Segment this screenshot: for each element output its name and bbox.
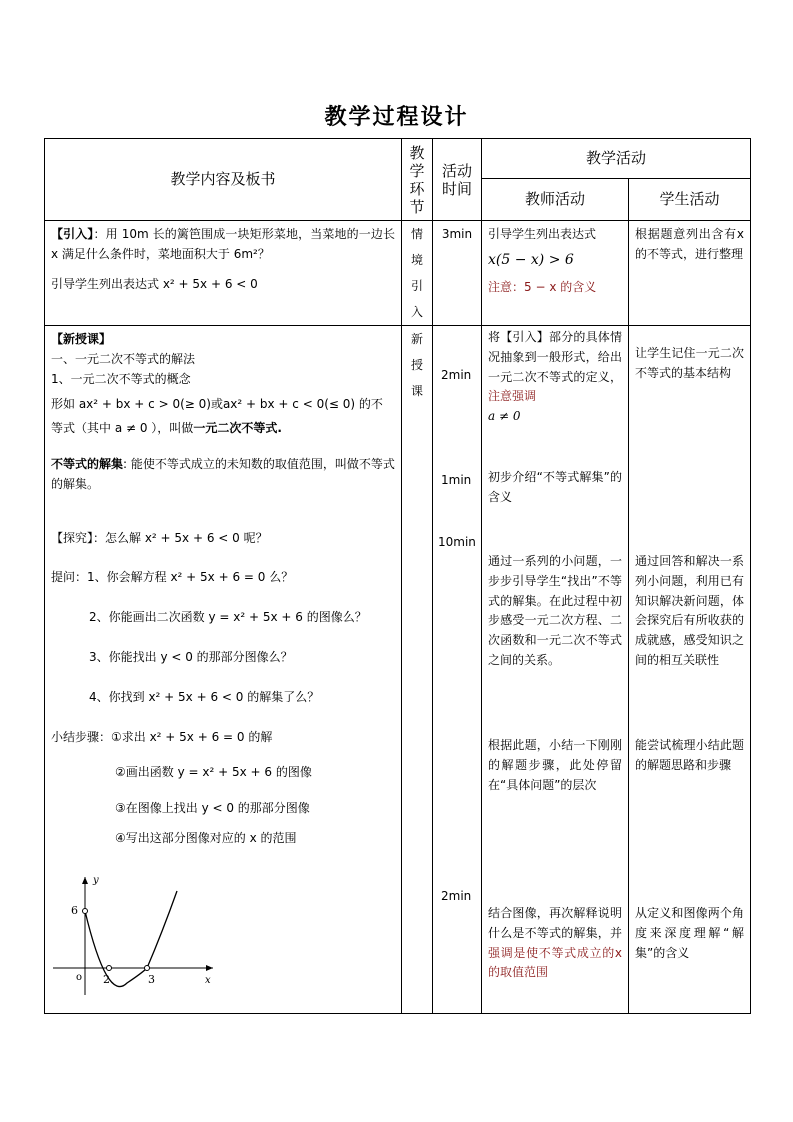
intro-formula-line: 引导学生列出表达式 x² + 5x + 6 < 0 [51,276,258,291]
time-1: 2min [441,368,472,382]
solution-set-term: 不等式的解集 [51,456,124,471]
question-1: 提问：1、你会解方程 x² + 5x + 6 = 0 么？ [51,570,294,585]
definition-line: 形如 ax² + bx + c > 0(≥ 0)或ax² + bx + c < 0(≤ 0) 的不 [51,397,383,412]
new-lesson-content-cell: 【新授课】 一、一元二次不等式的解法 1、一元二次不等式的概念 形如 ax² + bx + c > 0(≥ 0)或ax² + bx + c < 0(≤ 0) 的不 等式（其中 a ≠ 0 ），叫做一元二次不等式. 不等式的解集: 能使不等式成立的未知数的取值范围，叫做不等式的解集。 【探究】：怎么解 x² + 5x + 6 < 0 呢？ 提问：1、你会解方程 x² + 5x + 6 = 0 么？ 2、你能画出二次函数 y = x² + 5x + 6 的图像么？ 3、你能找出 y < 0 的那部分图像么？ 4、你找到 x² + 5x + 6 < 0 的解集了么？ 小结步骤：①求出 x² + 5x + 6 = 0 的解 ②画出函数 y = x² + 5x + 6 的图像 ③在图像上找出 y < 0 的那部分图像 ④写出这部分图像对应的 x 的范围 y x o 6 2 3 [45,326,402,1014]
y-intercept-label: 6 [71,904,78,917]
intro-text: ：用 10m 长的篱笆围成一块矩形菜地，当菜地的一边长 x 满足什么条件时，菜地面积大于 6m²？ [51,227,395,261]
time-4: 2min [441,889,472,903]
header-content: 教学内容及板书 [45,139,402,221]
student-activity-1: 让学生记住一元二次不等式的基本结构 [635,346,745,380]
intro-phase: 情 境 引 入 [402,221,433,326]
section-heading: 一、一元二次不等式的解法 [51,351,196,366]
header-phase: 教 学 环 节 [402,139,433,221]
time-2: 1min [441,473,472,487]
intro-content-cell [45,221,402,326]
parabola-curve [85,891,177,987]
new-lesson-title: 【新授课】 [51,332,112,346]
teacher-activity-5: 结合图像，再次解释说明什么是不等式的解集，并强调是使不等式成立的x的取值范围 [488,906,622,980]
question-4: 4、你找到 x² + 5x + 6 < 0 的解集了么？ [89,689,320,704]
header-teacher: 教师活动 [482,179,629,221]
root2-point [145,966,150,971]
summary-step-3: ③在图像上找出 y < 0 的那部分图像 [115,801,310,816]
y-axis-arrow [82,877,88,884]
origin-label: o [76,972,83,983]
root1-point [107,966,112,971]
new-lesson-student-cell [629,326,751,1014]
lesson-process-table [44,138,751,1014]
new-lesson-time-cell [433,326,482,1014]
summary-step-2: ②画出函数 y = x² + 5x + 6 的图像 [115,765,312,780]
explore-line: 【探究】：怎么解 x² + 5x + 6 < 0 呢？ [51,530,268,545]
student-activity-3: 能尝试梳理小结此题的解题思路和步骤 [635,738,745,772]
question-2: 2、你能画出二次函数 y = x² + 5x + 6 的图像么？ [89,610,367,625]
intro-tag: 【引入】 [51,227,94,241]
teacher-activity-4: 根据此题，小结一下刚刚的解题步骤，此处停留在“具体问题”的层次 [488,738,622,792]
x-axis-label: x [205,975,211,986]
student-activity-2: 通过回答和解决一系列小问题，利用已有知识解决新问题，体会探究后有所收获的成就感，感受知识之间的相互关联性 [635,554,745,667]
emphasis-note: 注意强调 [488,389,537,404]
new-lesson-teacher-cell [482,326,629,1014]
intro-teacher-note: 注意：5 − x 的含义 [488,279,597,294]
teacher-activity-1: 将【引入】部分的具体情况抽象到一般形式，给出一元二次不等式的定义，注意强调 a ≠ 0 [488,330,622,424]
subsection-heading: 1、一元二次不等式的概念 [51,371,191,386]
header-time: 活动 时间 [433,139,482,221]
y-intercept-point [83,909,88,914]
header-activities: 教学活动 [482,139,751,179]
y-axis-label: y [93,875,99,886]
summary-step-1: 小结步骤：①求出 x² + 5x + 6 = 0 的解 [51,729,273,744]
student-activity-4: 从定义和图像两个角度来深度理解“解集”的含义 [635,906,745,960]
intro-teacher-cell: 引导学生列出表达式 x(5 − x) > 6 注意：5 − x 的含义 [482,221,629,326]
time-3: 10min [438,535,476,549]
root2-label: 3 [148,973,155,986]
teacher-activity-2: 初步介绍“不等式解集”的含义 [488,470,622,504]
x-axis-arrow [206,965,213,971]
question-3: 3、你能找出 y < 0 的那部分图像么？ [89,649,293,664]
header-student: 学生活动 [629,179,751,221]
new-lesson-phase: 新 授 课 [402,326,433,1014]
intro-time: 3min [433,221,482,326]
intro-student-cell: 根据题意列出含有x的不等式，进行整理 [629,221,751,326]
intro-teacher-formula: x(5 − x) > 6 [488,251,574,268]
page-title: 教学过程设计 [324,105,469,130]
teacher-activity-3: 通过一系列的小问题，一步步引导学生“找出”不等式的解集。在此过程中初步感受一元二次方程、二次函数和一元二次不等式之间的关系。 [488,554,622,667]
parabola-graph [47,873,217,1003]
definition-term: 一元二次不等式. [193,421,282,436]
root1-label: 2 [103,973,110,986]
summary-step-4: ④写出这部分图像对应的 x 的范围 [115,830,297,845]
